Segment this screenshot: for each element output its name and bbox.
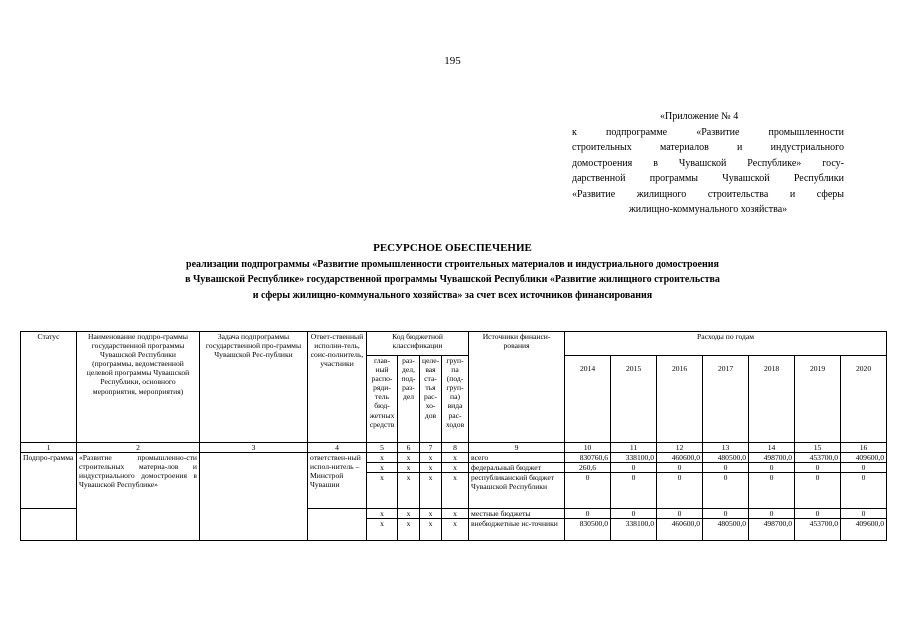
- appendix-line: строительных материалов и индустриального: [572, 142, 844, 153]
- header-year: 2020: [841, 356, 887, 443]
- program-status: Подпро-грамма: [21, 453, 77, 509]
- column-number: 1: [21, 443, 77, 453]
- program-responsible-continued: [308, 509, 367, 541]
- source-cell: республиканский бюджет Чувашской Республики: [469, 473, 565, 509]
- header-sources: Источники финанси-рования: [469, 332, 565, 443]
- document-title: [70, 241, 835, 303]
- value-cell: 830760,6: [565, 453, 611, 463]
- source-cell: местные бюджеты: [469, 509, 565, 519]
- value-cell: 338100,0: [611, 453, 657, 463]
- value-cell: 498700,0: [749, 453, 795, 463]
- title-line: в Чувашской Республике» государственной программы Чувашской Республики «Развитие жилищного строительства: [185, 274, 720, 286]
- budget-code-cell: x: [442, 519, 469, 541]
- column-number: 7: [420, 443, 442, 453]
- column-number: 9: [469, 443, 565, 453]
- page-number: 195: [444, 55, 461, 67]
- column-number: 8: [442, 443, 469, 453]
- budget-code-cell: x: [398, 453, 420, 463]
- value-cell: 0: [703, 463, 749, 473]
- program-task: [200, 453, 308, 541]
- header-budget-code: Код бюджетной классификации: [367, 332, 469, 356]
- budget-code-cell: x: [398, 509, 420, 519]
- budget-code-cell: x: [442, 453, 469, 463]
- title-heading: РЕСУРСНОЕ ОБЕСПЕЧЕНИЕ: [373, 242, 532, 254]
- value-cell: 0: [841, 473, 887, 509]
- budget-code-cell: x: [367, 519, 398, 541]
- program-name: «Развитие промышленно-сти строительных материа-лов и индустриального домостроения в Чувашской Республике»: [77, 453, 200, 541]
- appendix-line: «Развитие жилищного строительства и сферы: [572, 188, 844, 200]
- value-cell: 0: [565, 473, 611, 509]
- header-year: 2014: [565, 356, 611, 443]
- source-cell: всего: [469, 453, 565, 463]
- column-numbers-row: [21, 443, 887, 453]
- header-year: 2019: [795, 356, 841, 443]
- header-code-col: груп-па (под-груп-па) вида рас-ходов: [442, 356, 469, 443]
- budget-code-cell: x: [420, 453, 442, 463]
- value-cell: 0: [657, 463, 703, 473]
- value-cell: 260,6: [565, 463, 611, 473]
- value-cell: 409600,0: [841, 453, 887, 463]
- title-line: реализации подпрограммы «Развитие промышленности строительных материалов и индустриального домостроения: [186, 259, 719, 270]
- value-cell: 0: [611, 463, 657, 473]
- value-cell: 0: [657, 473, 703, 509]
- budget-code-cell: x: [398, 463, 420, 473]
- value-cell: 480500,0: [703, 453, 749, 463]
- value-cell: 0: [703, 509, 749, 519]
- value-cell: 0: [749, 473, 795, 509]
- header-responsible: Ответ-ственный исполни-тель, соис-полнитель, участники: [308, 332, 367, 443]
- value-cell: 453700,0: [795, 453, 841, 463]
- value-cell: 0: [795, 509, 841, 519]
- column-number: 3: [200, 443, 308, 453]
- budget-code-cell: x: [420, 463, 442, 473]
- value-cell: 409600,0: [841, 519, 887, 541]
- budget-code-cell: x: [420, 473, 442, 509]
- value-cell: 480500,0: [703, 519, 749, 541]
- budget-code-cell: x: [442, 473, 469, 509]
- budget-code-cell: x: [398, 473, 420, 509]
- header-year: 2018: [749, 356, 795, 443]
- budget-code-cell: x: [398, 519, 420, 541]
- budget-code-cell: x: [367, 473, 398, 509]
- column-number: 11: [611, 443, 657, 453]
- budget-code-cell: x: [420, 509, 442, 519]
- column-number: 2: [77, 443, 200, 453]
- budget-code-cell: x: [367, 453, 398, 463]
- column-number: 13: [703, 443, 749, 453]
- budget-code-cell: x: [367, 509, 398, 519]
- column-number: 5: [367, 443, 398, 453]
- appendix-line: жилищно-коммунального хозяйства»: [628, 204, 788, 215]
- value-cell: 0: [657, 509, 703, 519]
- value-cell: 0: [611, 509, 657, 519]
- source-cell: внебюджетные ис-точники: [469, 519, 565, 541]
- column-number: 15: [795, 443, 841, 453]
- column-number: 16: [841, 443, 887, 453]
- header-name: Наименование подпро-граммы государственной программы Чувашской Республики (программы, ведомственной целевой программы Чувашской Республики, основного мероприятия, мероприятия): [77, 332, 200, 443]
- value-cell: 0: [841, 509, 887, 519]
- value-cell: 460600,0: [657, 453, 703, 463]
- value-cell: 460600,0: [657, 519, 703, 541]
- title-line: и сферы жилищно-коммунального хозяйства» за счет всех источников финансирования: [252, 289, 653, 301]
- budget-code-cell: x: [442, 463, 469, 473]
- table-row: [21, 453, 887, 463]
- header-year: 2017: [703, 356, 749, 443]
- value-cell: 0: [795, 463, 841, 473]
- program-status-continued: [21, 509, 77, 541]
- column-number: 14: [749, 443, 795, 453]
- header-status: Статус: [21, 332, 77, 443]
- column-number: 12: [657, 443, 703, 453]
- budget-code-cell: x: [442, 509, 469, 519]
- appendix-line: к подпрограмме «Развитие промышленности: [572, 126, 844, 138]
- value-cell: 830500,0: [565, 519, 611, 541]
- value-cell: 0: [611, 473, 657, 509]
- resource-table: [20, 331, 887, 541]
- value-cell: 453700,0: [795, 519, 841, 541]
- header-year: 2016: [657, 356, 703, 443]
- appendix-line: домостроения в Чувашской Республике» госу-: [572, 157, 844, 169]
- appendix-line: «Приложение № 4: [660, 111, 739, 122]
- budget-code-cell: x: [420, 519, 442, 541]
- header-code-col: глав-ный распо-ряди-тель бюд-жетных средств: [367, 356, 398, 443]
- column-number: 4: [308, 443, 367, 453]
- header-code-col: целе-вая ста-тья рас-хо-дов: [420, 356, 442, 443]
- header-expenses: Расходы по годам: [565, 332, 887, 356]
- value-cell: 0: [749, 509, 795, 519]
- appendix-line: дарственной программы Чувашской Республики: [572, 173, 844, 184]
- appendix-note: [572, 109, 844, 218]
- value-cell: 338100,0: [611, 519, 657, 541]
- budget-code-cell: x: [367, 463, 398, 473]
- value-cell: 0: [841, 463, 887, 473]
- column-number: 6: [398, 443, 420, 453]
- value-cell: 498700,0: [749, 519, 795, 541]
- header-year: 2015: [611, 356, 657, 443]
- header-code-col: раз-дел, под-раз-дел: [398, 356, 420, 443]
- value-cell: 0: [565, 509, 611, 519]
- program-responsible: ответствен-ный испол-нитель – Минстрой Чувашии: [308, 453, 367, 509]
- column-number: 10: [565, 443, 611, 453]
- source-cell: федеральный бюджет: [469, 463, 565, 473]
- value-cell: 0: [795, 473, 841, 509]
- value-cell: 0: [703, 473, 749, 509]
- value-cell: 0: [749, 463, 795, 473]
- header-task: Задача подпрограммы государственной про-граммы Чувашской Рес-публики: [200, 332, 308, 443]
